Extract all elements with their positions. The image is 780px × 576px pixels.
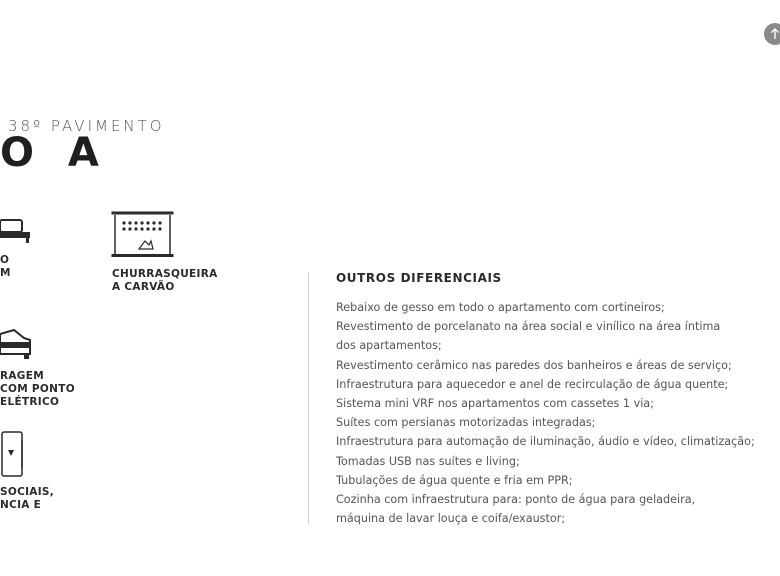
column-divider xyxy=(308,272,309,524)
outros-diferenciais-title: OUTROS DIFERENCIAIS xyxy=(336,271,502,285)
list-item: Revestimento de porcelanato na área social e vinílico na área íntima xyxy=(336,320,721,334)
section-headline: O A xyxy=(0,130,109,176)
list-item: Infraestrutura para aquecedor e anel de recirculação de água quente; xyxy=(336,377,729,391)
list-item: Rebaixo de gesso em todo o apartamento com cortineiros; xyxy=(336,301,665,314)
list-item: Tomadas USB nas suítes e living; xyxy=(336,454,520,468)
list-item: Sistema mini VRF nos apartamentos com cassetes 1 via; xyxy=(336,397,654,411)
car-icon xyxy=(0,324,34,364)
list-item: dos apartamentos; xyxy=(336,339,442,353)
floor-subtitle: 38º PAVIMENTO xyxy=(8,117,165,135)
list-item: Infraestrutura para automação de iluminação, áudio e vídeo, climatização; xyxy=(336,435,755,449)
list-item: Suítes com persianas motorizadas integradas; xyxy=(336,416,596,430)
list-item: Cozinha com infraestrutura para: ponto de água para geladeira, xyxy=(336,493,696,507)
arrow-up-icon xyxy=(770,28,780,40)
feature-label-grill: CHURRASQUEIRA A CARVÃO xyxy=(112,268,218,293)
diferenciais-list xyxy=(336,298,755,528)
grill-icon xyxy=(111,211,175,259)
feature-label-4: SOCIAIS, NCIA E xyxy=(0,486,55,511)
bed-icon xyxy=(0,212,34,246)
phone-icon xyxy=(0,430,30,478)
feature-label-3: RAGEM COM PONTO ELÉTRICO xyxy=(0,370,75,408)
feature-label-1: O M xyxy=(0,254,11,279)
list-item: Tubulações de água quente e fria em PPR; xyxy=(336,473,573,487)
list-item: máquina de lavar louça e coifa/exaustor; xyxy=(336,512,566,526)
list-item: Revestimento cerâmico nas paredes dos banheiros e áreas de serviço; xyxy=(336,358,732,372)
scroll-to-top-button[interactable] xyxy=(764,23,780,45)
